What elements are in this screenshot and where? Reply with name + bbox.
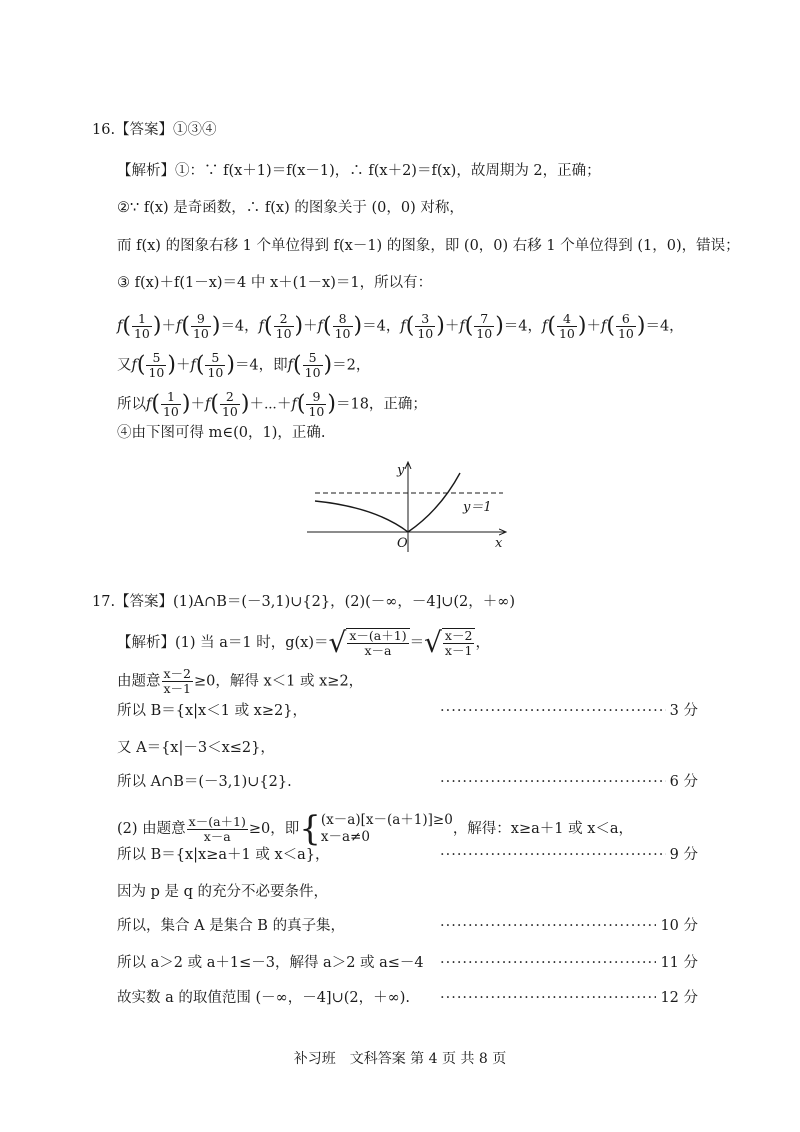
q16-answer: 16.【答案】①③④ bbox=[92, 122, 217, 138]
curve-left bbox=[315, 501, 408, 532]
q17-answer: 17.【答案】(1)A∩B＝(－3,1)∪{2}，(2)(－∞，－4]∪(2，＋∞) bbox=[92, 594, 515, 610]
q17-set-b2: 所以 B＝{x|x≥a＋1 或 x＜a}， bbox=[117, 847, 330, 863]
q16-step2: ②∵ f(x) 是奇函数，∴ f(x) 的图象关于 (0，0) 对称， bbox=[117, 200, 464, 216]
page-footer: 补习班 文科答案 第 4 页 共 8 页 bbox=[293, 1051, 507, 1067]
q16-five-tenths: 又f( $\frac{5}{10}$ )＋f( $\frac{5}{10}$ )＝4，即f( $\frac{5}{10}$ )＝2， bbox=[117, 350, 371, 380]
q17-part1-g: 【解析】(1) 当 a＝1 时，g(x)＝ √ x－(a＋1) x－a ＝ √ x－2 x－1 ， bbox=[117, 626, 490, 659]
curve-right bbox=[408, 473, 460, 532]
function-graph bbox=[305, 455, 515, 555]
score-12: ····· 12 分 bbox=[440, 988, 698, 1008]
q17-condition: 因为 p 是 q 的充分不必要条件， bbox=[117, 884, 328, 900]
score-9: ····· 9 分 bbox=[440, 845, 698, 865]
score-11: ····· 11 分 bbox=[440, 953, 698, 973]
q17-set-b: 所以 B＝{x|x＜1 或 x≥2}， bbox=[117, 703, 307, 719]
q17-range: 故实数 a 的取值范围 (－∞，－4]∪(2，＋∞). bbox=[117, 990, 410, 1006]
y-axis-label: y bbox=[397, 463, 405, 478]
score-10: ····· 10 分 bbox=[440, 916, 698, 936]
q16-step2-cont: 而 f(x) 的图象右移 1 个单位得到 f(x－1) 的图象，即 (0，0) 右移 1 个单位得到 (1，0)，错误； bbox=[117, 238, 740, 254]
q16-step1: 【解析】①：∵ f(x＋1)＝f(x－1)，∴ f(x＋2)＝f(x)，故周期为 2，正确； bbox=[117, 163, 601, 179]
q16-total-sum: 所以f( $\frac{1}{10}$ )＋f( $\frac{2}{10}$ )＋⋯＋f( $\frac{9}{10}$ )＝18，正确； bbox=[117, 389, 427, 419]
q16-fraction-sums: f( $\frac{1}{10}$ )＋f( $\frac{9}{10}$ )＝4，f( $\frac{2}{10}$ )＋f( $\frac{8}{10}$ )＝4，f( $\frac{3}{10}$ )＋f( $\frac{7}{10}$ )＝4，f( $\frac{4}{10}$ )＋f( $\frac{6}{10}$ )＝4， bbox=[117, 311, 684, 341]
q17-part2: (2) 由题意 $\frac{x-(a+1)}{x-a}$ ≥0，即{ (x－a)[x－(a＋1)]≥0 x－a≠0 ，解得：x≥a＋1 或 x＜a， bbox=[117, 809, 634, 849]
q16-step4: ④由下图可得 m∈(0，1)，正确. bbox=[117, 425, 326, 441]
fraction: $\frac{1}{10}$ bbox=[133, 311, 150, 341]
score-3: ····· 3 分 bbox=[440, 701, 698, 721]
q17-intersection: 所以 A∩B＝(－3,1)∪{2}. bbox=[117, 774, 292, 790]
q17-inequality: 所以 a＞2 或 a＋1≤－3，解得 a＞2 或 a≤－4 bbox=[117, 955, 424, 971]
origin-label: O bbox=[397, 536, 408, 551]
score-6: ····· 6 分 bbox=[440, 772, 698, 792]
q16-step3: ③ f(x)＋f(1－x)＝4 中 x＋(1－x)＝1，所以有： bbox=[117, 275, 433, 291]
x-axis-label: x bbox=[495, 536, 503, 551]
line-label: y＝1 bbox=[463, 500, 492, 515]
q17-set-a: 又 A＝{x|－3＜x≤2}， bbox=[117, 740, 275, 756]
q17-subset: 所以，集合 A 是集合 B 的真子集， bbox=[117, 918, 346, 934]
q17-domain-condition: 由题意 $\frac{x-2}{x-1}$ ≥0，解得 x＜1 或 x≥2， bbox=[117, 666, 364, 696]
